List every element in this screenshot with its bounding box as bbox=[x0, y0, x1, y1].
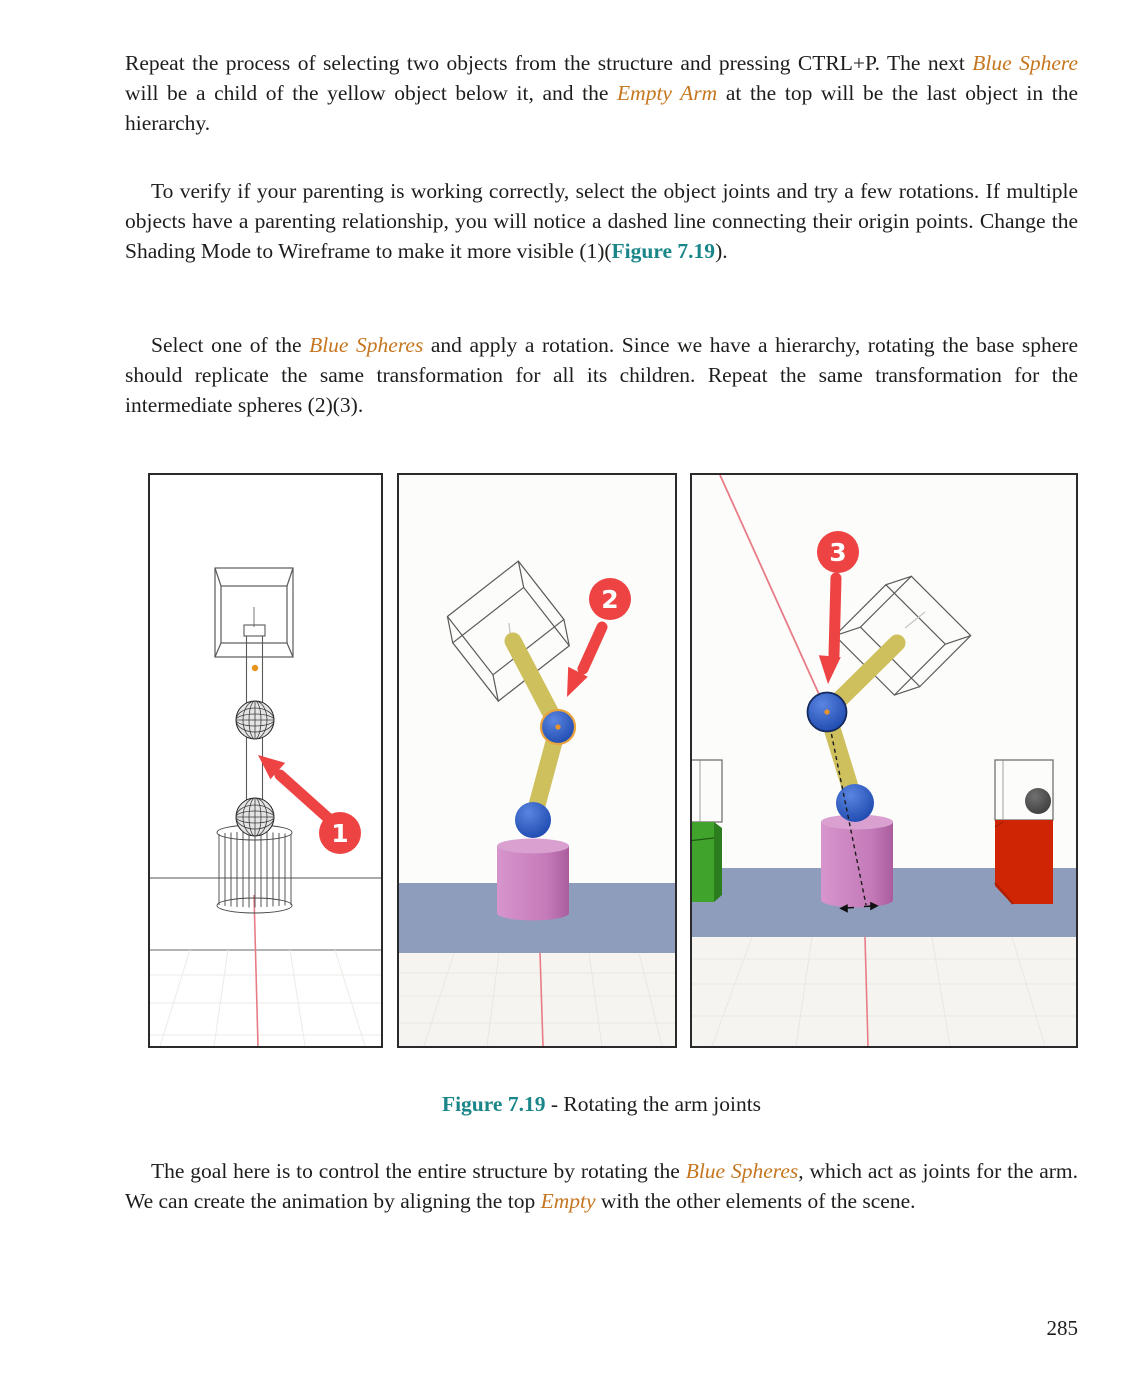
floor bbox=[692, 937, 1076, 1046]
p3-text-1: Select one of the bbox=[151, 333, 310, 357]
panel-1-canvas bbox=[150, 475, 381, 1046]
p4-text-2: , which act as joints for the arm. We can create the animation by aligning the top bbox=[125, 1159, 1079, 1213]
term-blue-spheres: Blue Spheres bbox=[685, 1159, 799, 1183]
panel-3-canvas bbox=[692, 475, 1076, 1046]
p1-text-1: Repeat the process of selecting two objects from the structure and pressing CTRL+P. The next bbox=[125, 51, 973, 75]
gray-sphere bbox=[1025, 788, 1051, 814]
paragraph-3 bbox=[125, 330, 1078, 420]
wireframe-sphere-lower bbox=[236, 798, 274, 836]
figure-caption bbox=[125, 1092, 1078, 1117]
blue-sphere-base bbox=[515, 802, 551, 838]
panel-2-canvas bbox=[399, 475, 675, 1046]
p1-text-2: will be a child of the yellow object below it, and the bbox=[125, 81, 618, 105]
term-empty-arm: Empty Arm bbox=[617, 81, 718, 105]
figure-caption-text: - Rotating the arm joints bbox=[545, 1092, 762, 1116]
paragraph-2 bbox=[125, 176, 1078, 266]
blue-sphere-base bbox=[836, 784, 874, 822]
p2-text-2: ). bbox=[715, 239, 728, 263]
origin-dot bbox=[555, 724, 560, 729]
annotation-badge-1 bbox=[319, 812, 361, 854]
figure-reference-link[interactable]: Figure 7.19 bbox=[611, 239, 716, 263]
wall-background bbox=[692, 475, 1076, 868]
origin-dot bbox=[252, 665, 258, 671]
annotation-badge-2 bbox=[589, 578, 631, 620]
term-blue-spheres: Blue Spheres bbox=[309, 333, 424, 357]
p2-text-1: To verify if your parenting is working correctly, select the object joints and try a few rotations. If multiple objects have a parenting relationship, you will notice a dashed line connecting their origin points. Change the Shading Mode to Wireframe to make it more visible (1)( bbox=[125, 179, 1078, 263]
origin-dot bbox=[824, 709, 829, 714]
badge-3-label: 3 bbox=[829, 538, 847, 567]
p4-text-3: with the other elements of the scene. bbox=[595, 1189, 916, 1213]
p3-text-2: and apply a rotation. Since we have a hierarchy, rotating the base sphere should replicate the same transformation for all its children. Repeat the same transformation for the intermediate spheres (2)(3). bbox=[125, 333, 1078, 417]
figure-panel-3 bbox=[690, 473, 1078, 1048]
figure-caption-label: Figure 7.19 bbox=[441, 1092, 546, 1116]
y-axis-line bbox=[254, 895, 258, 1046]
annotation-badge-3 bbox=[817, 531, 859, 573]
term-blue-sphere: Blue Sphere bbox=[972, 51, 1078, 75]
term-empty: Empty bbox=[540, 1189, 596, 1213]
blue-sphere-joint-selected bbox=[808, 693, 847, 732]
page-number: 285 bbox=[1046, 1316, 1078, 1340]
pink-cylinder bbox=[497, 839, 569, 921]
floor-grid bbox=[150, 950, 381, 1046]
figure-panel-1 bbox=[148, 473, 383, 1048]
badge-2-label: 2 bbox=[601, 585, 619, 614]
figure-panel-2 bbox=[397, 473, 677, 1048]
p4-text-1: The goal here is to control the entire structure by rotating the bbox=[151, 1159, 686, 1183]
paragraph-4 bbox=[125, 1156, 1078, 1216]
blue-sphere-joint-selected bbox=[541, 710, 575, 744]
wireframe-sphere-upper bbox=[236, 701, 274, 739]
floor bbox=[399, 953, 675, 1046]
badge-1-label: 1 bbox=[331, 819, 349, 848]
p1-text-3: at the top will be the last object in the hierarchy. bbox=[125, 81, 1078, 135]
paragraph-1 bbox=[125, 48, 1078, 138]
